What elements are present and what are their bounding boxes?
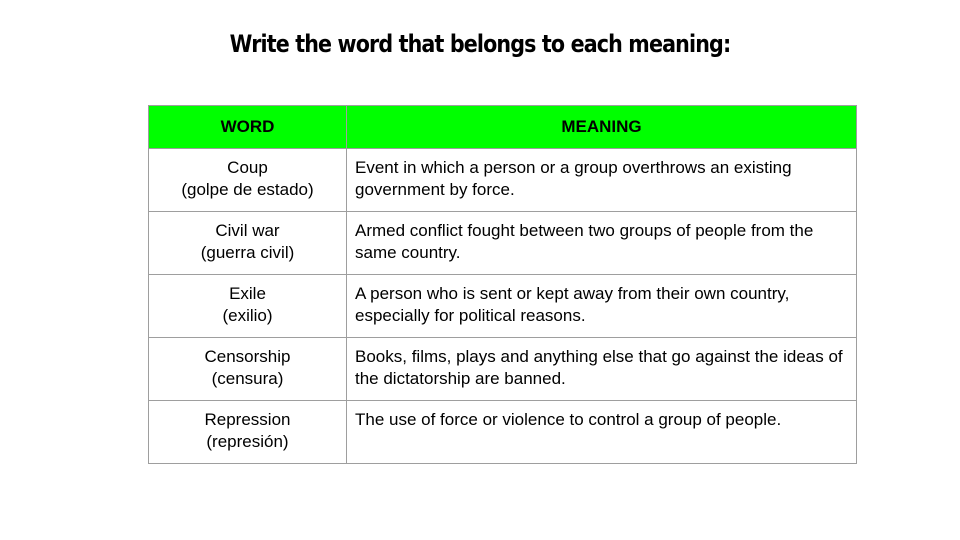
word-cell xyxy=(149,149,347,212)
word-translation: (golpe de estado) xyxy=(181,180,314,199)
vocabulary-table xyxy=(148,105,857,464)
table-row xyxy=(149,149,857,212)
word-cell xyxy=(149,275,347,338)
word-term: Exile xyxy=(229,284,266,303)
word-translation: (guerra civil) xyxy=(200,243,295,262)
word-cell xyxy=(149,338,347,401)
meaning-cell: Armed conflict fought between two groups of people from the same country. xyxy=(347,212,857,275)
meaning-column-header: MEANING xyxy=(347,106,857,149)
word-cell xyxy=(149,212,347,275)
word-cell xyxy=(149,401,347,464)
table-row xyxy=(149,275,857,338)
word-term: Civil war xyxy=(215,221,280,240)
word-term: Coup xyxy=(227,158,268,177)
table-row xyxy=(149,338,857,401)
meaning-cell: Event in which a person or a group overthrows an existing government by force. xyxy=(347,149,857,212)
meaning-cell: The use of force or violence to control a group of people. xyxy=(347,401,857,464)
word-translation: (represión) xyxy=(206,432,289,451)
meaning-cell: Books, films, plays and anything else that go against the ideas of the dictatorship are banned. xyxy=(347,338,857,401)
word-term: Repression xyxy=(204,410,291,429)
table-row xyxy=(149,212,857,275)
word-term: Censorship xyxy=(204,347,291,366)
meaning-cell: A person who is sent or kept away from their own country, especially for political reasons. xyxy=(347,275,857,338)
word-translation: (exilio) xyxy=(222,306,273,325)
table-row xyxy=(149,401,857,464)
table-header-row xyxy=(149,106,857,149)
word-translation: (censura) xyxy=(211,369,284,388)
word-column-header: WORD xyxy=(149,106,347,149)
slide-title: Write the word that belongs to each meaning: xyxy=(229,30,731,58)
